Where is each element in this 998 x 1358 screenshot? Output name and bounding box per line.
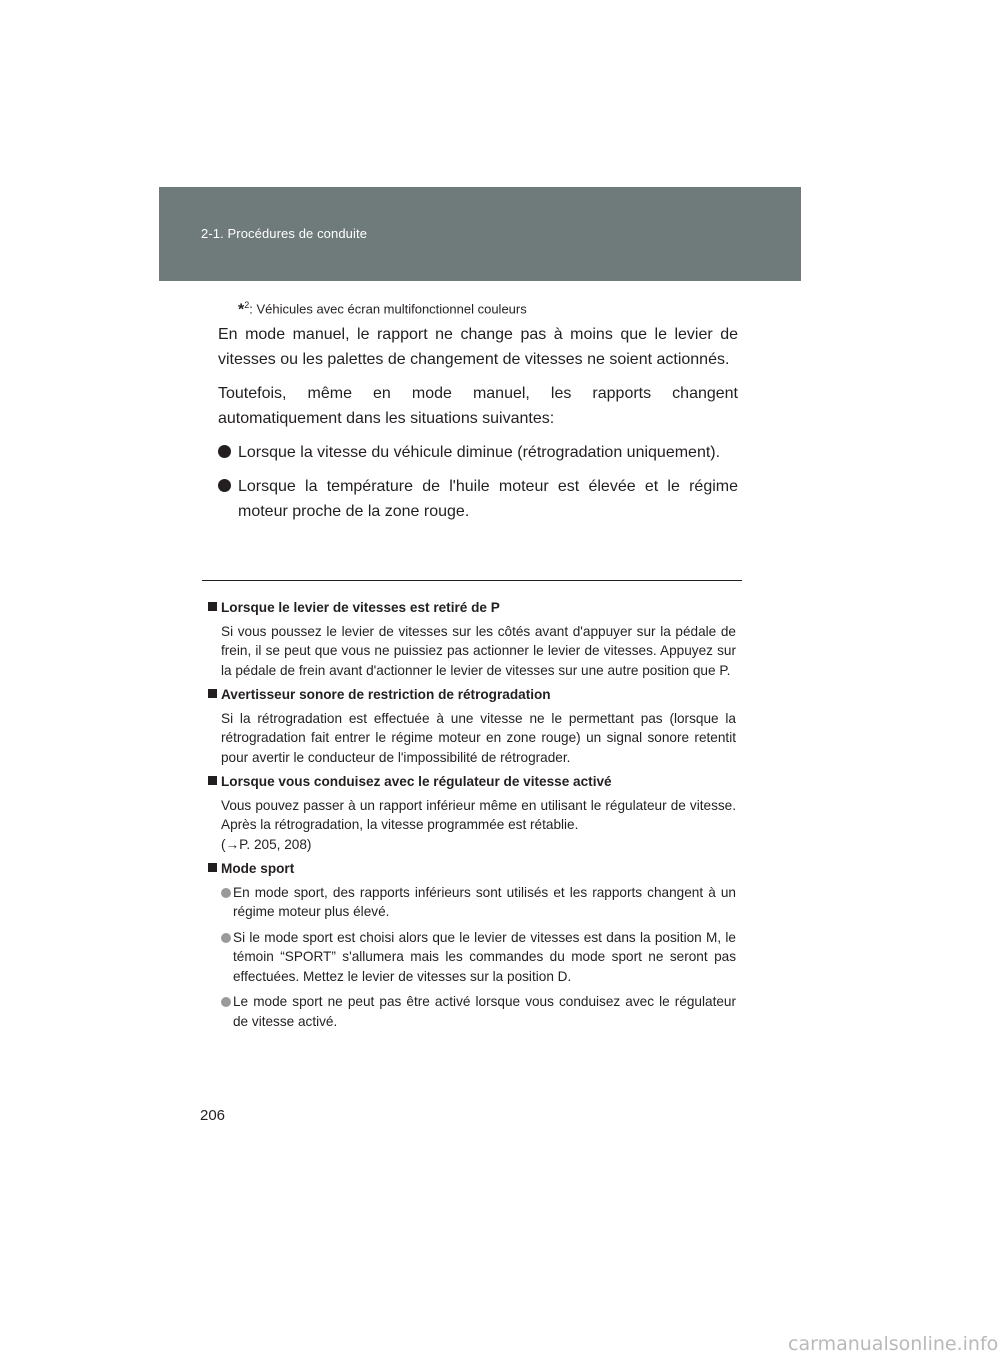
- note-title: [208, 859, 736, 879]
- bullet-icon: [221, 888, 231, 898]
- bullet-icon: [221, 997, 231, 1007]
- note-title-text: Lorsque le levier de vitesses est retiré de P: [221, 600, 500, 615]
- list-item: [221, 928, 736, 987]
- square-bullet-icon: [208, 863, 217, 872]
- bullet-text: En mode sport, des rapports inférieurs sont utilisés et les rapports changent à un régime moteur plus élevé.: [233, 884, 736, 919]
- note-body: [221, 796, 736, 855]
- bullet-text: Lorsque la température de l'huile moteur est élevée et le régime moteur proche de la zone rouge.: [238, 478, 738, 520]
- note-body: Si la rétrogradation est effectuée à une vitesse ne le permettant pas (lorsque la rétrogradation fait entrer le régime moteur en zone rouge) un signal sonore retentit pour avertir le conducteur de l'impossibilité de rétrograder.: [221, 710, 736, 765]
- square-bullet-icon: [208, 602, 217, 611]
- square-bullet-icon: [208, 689, 217, 698]
- square-bullet-icon: [208, 776, 217, 785]
- section-divider: [202, 580, 742, 581]
- watermark: carmanualsonline.info: [788, 1333, 998, 1355]
- footnote-marker: *: [238, 301, 245, 319]
- note-title-text: Lorsque vous conduisez avec le régulateur de vitesse activé: [221, 774, 612, 789]
- bullet-text: Si le mode sport est choisi alors que le levier de vitesses est dans la position M, le témoin “SPORT” s'allumera mais les commandes du mode sport ne seront pas effectuées. Mettez le levier de vitesses sur la position D.: [233, 929, 736, 984]
- note-title-text: Avertisseur sonore de restriction de rétrogradation: [221, 687, 551, 702]
- note-title: [208, 685, 736, 705]
- section-title: 2-1. Procédures de conduite: [201, 226, 368, 241]
- section-header-band: [159, 187, 801, 281]
- note-title-text: Mode sport: [221, 861, 295, 876]
- footnote: [238, 300, 527, 319]
- bullet-icon: [218, 445, 231, 458]
- note-body-text: Vous pouvez passer à un rapport inférieur même en utilisant le régulateur de vitesse. Après la rétrogradation, la vitesse programmée est rétablie.: [221, 797, 736, 832]
- notes-section: [208, 598, 736, 1037]
- bullet-icon: [221, 933, 231, 943]
- page-reference-link[interactable]: (→P. 205, 208): [221, 836, 312, 852]
- list-item: [221, 992, 736, 1031]
- footnote-superscript: 2: [244, 300, 250, 310]
- bullet-text: Le mode sport ne peut pas être activé lorsque vous conduisez avec le régulateur de vitesse activé.: [233, 994, 736, 1029]
- paragraph-automatic-change: Toutefois, même en mode manuel, les rapports changent automatiquement dans les situations suivantes:: [218, 385, 738, 427]
- note-title: [208, 772, 736, 792]
- list-item: [218, 474, 738, 524]
- main-content: [218, 322, 738, 533]
- note-body: Si vous poussez le levier de vitesses sur les côtés avant d'appuyer sur la pédale de frein, il se peut que vous ne puissiez pas actionner le levier de vitesses. Appuyez sur la pédale de frein avant d'actionner le levier de vitesses sur une autre position que P.: [221, 623, 736, 678]
- paragraph-manual-mode: En mode manuel, le rapport ne change pas à moins que le levier de vitesses ou les palettes de changement de vitesses ne soient actionnés.: [218, 326, 738, 368]
- bullet-icon: [218, 479, 231, 492]
- footnote-text: : Véhicules avec écran multifonctionnel couleurs: [249, 301, 527, 317]
- page-number: 206: [200, 1107, 226, 1124]
- bullet-text: Lorsque la vitesse du véhicule diminue (rétrogradation uniquement).: [238, 444, 721, 461]
- note-title: [208, 598, 736, 618]
- list-item: [218, 440, 738, 465]
- list-item: [221, 883, 736, 922]
